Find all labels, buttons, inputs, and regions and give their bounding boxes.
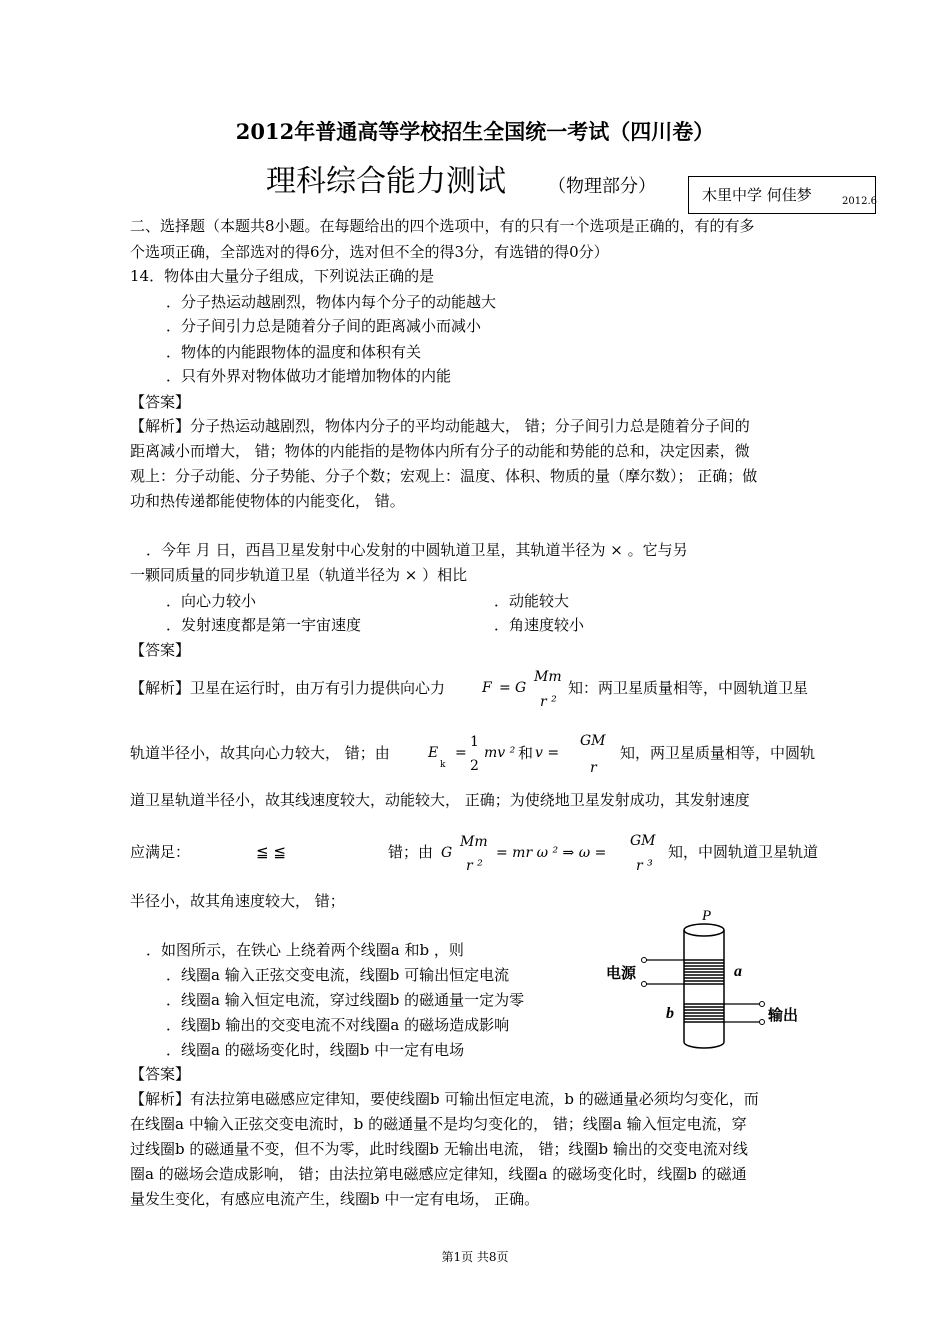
q16-analysis-line5: 量发生变化，有感应电流产生，线圈b 中一定有电场， 正确。 xyxy=(130,1190,540,1208)
analysis-label: 【解析】 xyxy=(130,1090,191,1108)
q16-analysis-line4: 圈a 的磁场会造成影响， 错；由法拉第电磁感应定律知，线圈a 的磁场变化时，线圈b 的磁通 xyxy=(130,1165,747,1183)
author-date: 2012.6 xyxy=(842,196,877,207)
q16-option-d: ．线圈a 的磁场变化时，线圈b 中一定有电场 xyxy=(166,1041,465,1059)
section-intro-line2: 个选项正确，全部选对的得6分，选对但不全的得3分，有选错的得0分） xyxy=(130,243,609,261)
q16-stem: ．如图所示，在铁心 上绕着两个线圈a 和b ，则 xyxy=(146,941,464,959)
q16-answer-label: 【答案】 xyxy=(130,1065,191,1083)
formula-and: 和 xyxy=(518,744,534,762)
q16-analysis-line3: 过线圈b 的磁通量不变，但不为零，此时线圈b 无输出电流， 错；线圈b 输出的交变电流对线 xyxy=(130,1140,748,1158)
formula-eq: = xyxy=(499,680,511,696)
q15-analysis-line4: 应满足： xyxy=(130,843,191,861)
formula-r2: r ² xyxy=(540,694,557,710)
q15-option-a: ．向心力较小 xyxy=(166,592,257,610)
q15-analysis-line3: 道卫星轨道半径小，故其线速度较大，动能较大， 正确；为使绕地卫星发射成功，其发射速度 xyxy=(130,791,750,809)
q15-answer-label: 【答案】 xyxy=(130,641,191,659)
formula-v: v = xyxy=(535,745,560,761)
q14-option-a: ．分子热运动越剧烈，物体内每个分子的动能越大 xyxy=(166,293,497,311)
formula-r3: r ³ xyxy=(636,858,653,874)
formula-Ek: E xyxy=(428,745,439,761)
formula-mw: = mr ω ² ⇒ ω = xyxy=(496,845,607,861)
q14-option-d: ．只有外界对物体做功才能增加物体的内能 xyxy=(166,367,452,385)
q15-ineq: ≦ ≦ xyxy=(256,843,286,861)
q15-analysis-line2: 轨道半径小，故其向心力较大， 错；由 xyxy=(130,744,390,762)
formula-G: G xyxy=(515,680,527,696)
analysis-text: 有法拉第电磁感应定律知，要使线圈b 可输出恒定电流，b 的磁通量必须均匀变化，而 xyxy=(190,1090,759,1108)
q15-option-d: ．角速度较小 xyxy=(494,616,585,634)
q15-analysis-line1-tail: 知：两卫星质量相等，中圆轨道卫星 xyxy=(568,679,809,697)
figure-label-output: 输出 xyxy=(768,1006,799,1024)
formula-GM2: GM xyxy=(630,833,656,849)
q14-stem: 14．物体由大量分子组成，下列说法正确的是 xyxy=(130,267,435,285)
transformer-figure xyxy=(604,906,824,1066)
q14-analysis-line3: 观上：分子动能、分子势能、分子个数；宏观上：温度、体积、物质的量（摩尔数）； 正确；做 xyxy=(130,467,758,485)
formula-GM: GM xyxy=(580,733,606,749)
formula-Mm2: Mm xyxy=(460,834,488,850)
exam-subtitle: 理科综合能力测试 xyxy=(266,164,506,199)
q15-stem-line1: ．今年 月 日，西昌卫星发射中心发射的中圆轨道卫星，其轨道半径为 × 。它与另 xyxy=(146,541,688,559)
figure-label-source: 电源 xyxy=(606,964,637,982)
formula-k: k xyxy=(440,760,446,770)
formula-half-den: 2 xyxy=(470,758,479,774)
figure-label-b: b xyxy=(666,1005,674,1022)
analysis-text: 分子热运动越剧烈，物体内分子的平均动能越大， 错；分子间引力总是随着分子间的 xyxy=(190,417,750,435)
q14-answer-label: 【答案】 xyxy=(130,393,191,411)
q15-analysis-line1 xyxy=(130,676,445,701)
formula-r: r xyxy=(590,760,597,776)
page-number: 第1页 共8页 xyxy=(441,1250,509,1264)
author-name: 木里中学 何佳梦 xyxy=(702,186,812,204)
analysis-label: 【解析】 xyxy=(130,679,191,697)
q14-analysis-line4: 功和热传递都能使物体的内能变化， 错。 xyxy=(130,492,405,510)
q15-analysis-line2-tail: 知，两卫星质量相等，中圆轨 xyxy=(620,744,816,762)
figure-label-P: P xyxy=(702,908,712,924)
q14-option-c: ．物体的内能跟物体的温度和体积有关 xyxy=(166,343,422,361)
formula-mv2: mv ² xyxy=(484,745,516,761)
q16-option-b: ．线圈a 输入恒定电流，穿过线圈b 的磁通量一定为零 xyxy=(166,991,525,1009)
formula-eq2: = xyxy=(455,745,467,761)
analysis-label: 【解析】 xyxy=(130,417,191,435)
formula-half-num: 1 xyxy=(470,734,479,750)
q15-option-b: ．动能较大 xyxy=(494,592,570,610)
q16-analysis-line1 xyxy=(130,1087,759,1112)
q15-analysis-line5: 半径小，故其角速度较大， 错； xyxy=(130,892,345,910)
formula-G2: G xyxy=(441,845,453,861)
formula-r2b: r ² xyxy=(466,858,483,874)
q14-option-b: ．分子间引力总是随着分子间的距离减小而减小 xyxy=(166,317,482,335)
q16-option-a: ．线圈a 输入正弦交变电流，线圈b 可输出恒定电流 xyxy=(166,966,510,984)
q15-stem-line2: 一颗同质量的同步轨道卫星（轨道半径为 × ）相比 xyxy=(130,566,468,584)
exam-subtitle-part: （物理部分） xyxy=(548,176,656,197)
formula-F: F xyxy=(482,680,492,696)
q14-analysis-line2: 距离减小而增大， 错；物体的内能指的是物体内所有分子的动能和势能的总和，决定因素，微 xyxy=(130,442,750,460)
section-intro-line1: 二、选择题（本题共8小题。在每题给出的四个选项中，有的只有一个选项是正确的，有的有多 xyxy=(130,217,755,235)
q16-option-c: ．线圈b 输出的交变电流不对线圈a 的磁场造成影响 xyxy=(166,1016,510,1034)
formula-Mm: Mm xyxy=(534,669,562,685)
exam-title: 2012年普通高等学校招生全国统一考试（四川卷） xyxy=(235,119,715,144)
q16-analysis-line2: 在线圈a 中输入正弦交变电流时，b 的磁通量不是均匀变化的， 错；线圈a 输入恒定电流，穿 xyxy=(130,1115,747,1133)
q15-analysis-line4-tail: 知，中圆轨道卫星轨道 xyxy=(668,843,819,861)
q15-analysis-line4-mid: 错；由 xyxy=(388,843,434,861)
q14-analysis-line1 xyxy=(130,414,750,439)
figure-label-a: a xyxy=(734,963,742,980)
analysis-text: 卫星在运行时，由万有引力提供向心力 xyxy=(190,679,446,697)
q15-option-c: ．发射速度都是第一宇宙速度 xyxy=(166,616,362,634)
